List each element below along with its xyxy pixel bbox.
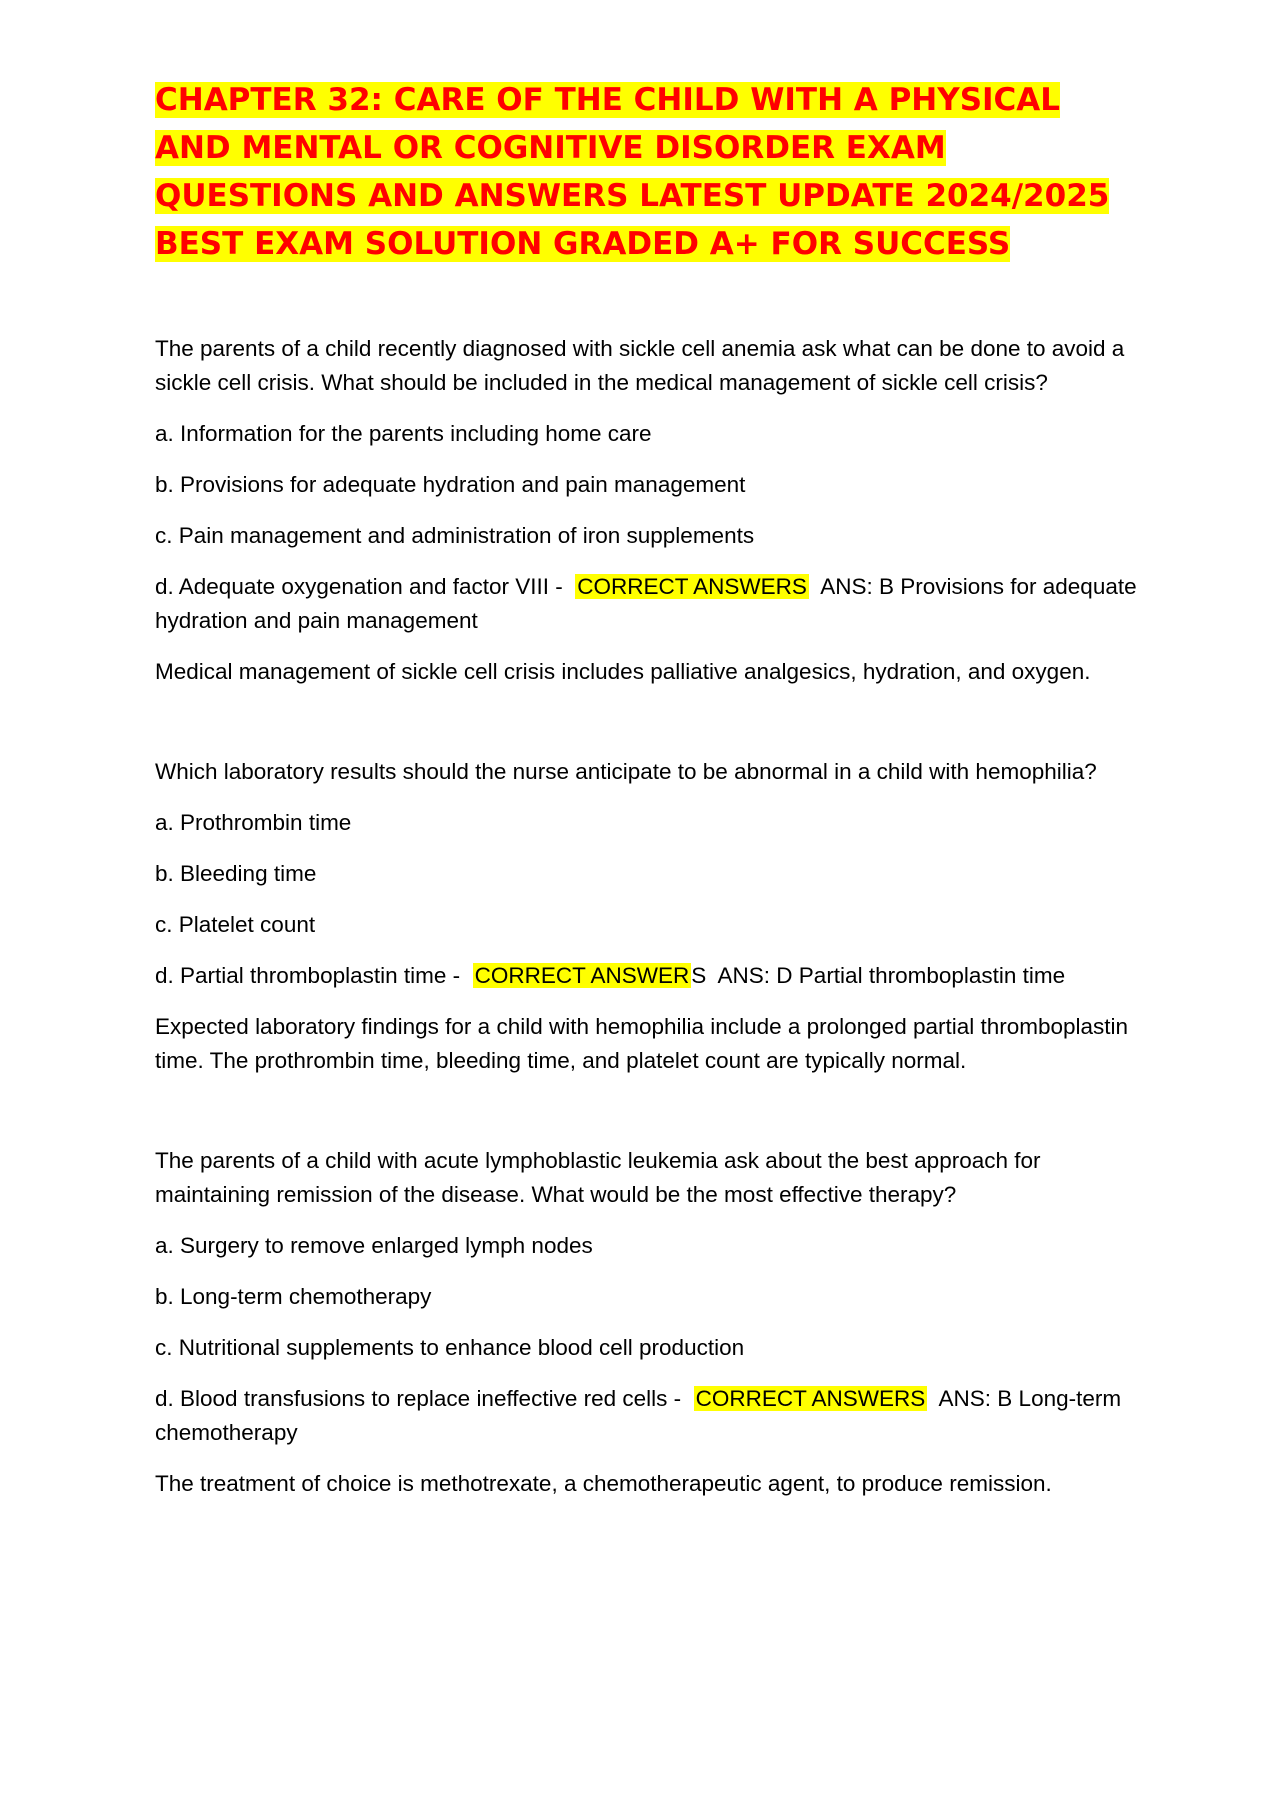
correct-answers-label: CORRECT ANSWERS bbox=[695, 1386, 926, 1411]
option-c: c. Platelet count bbox=[155, 912, 316, 937]
question-text: Which laboratory results should the nurse anticipate to be abnormal in a child with hemophilia? bbox=[155, 759, 1097, 784]
option-a: a. Surgery to remove enlarged lymph nodes bbox=[155, 1233, 593, 1258]
correct-answers-label-tail: S bbox=[691, 963, 707, 988]
answer-text: ANS: B Long-term chemotherapy bbox=[155, 1386, 1122, 1445]
option-c: c. Pain management and administration of iron supplements bbox=[155, 523, 755, 548]
question-block-3 bbox=[155, 1144, 1140, 1501]
option-c: c. Nutritional supplements to enhance blood cell production bbox=[155, 1335, 745, 1360]
title-highlight: CHAPTER 32: CARE OF THE CHILD WITH A PHYSICAL AND MENTAL OR COGNITIVE DISORDER EXAM QUESTIONS AND ANSWERS LATEST UPDATE 2024/2025 BEST EXAM SOLUTION GRADED A+ FOR SUCCESS bbox=[155, 82, 1110, 262]
question-text: The parents of a child with acute lymphoblastic leukemia ask about the best approach for maintaining remission of the disease. What would be the most effective therapy? bbox=[155, 1148, 1041, 1207]
document-page bbox=[155, 76, 1140, 1567]
answer-text: ANS: B Provisions for adequate hydration and pain management bbox=[155, 574, 1137, 633]
option-d-with-answer bbox=[155, 570, 1140, 638]
rationale-text: Medical management of sickle cell crisis includes palliative analgesics, hydration, and oxygen. bbox=[155, 659, 1091, 684]
option-b: b. Provisions for adequate hydration and pain management bbox=[155, 472, 746, 497]
question-text: The parents of a child recently diagnosed with sickle cell anemia ask what can be done to avoid a sickle cell crisis. What should be included in the medical management of sickle cell crisis? bbox=[155, 336, 1125, 395]
option-d-with-answer bbox=[155, 1382, 1140, 1450]
answer-text: ANS: D Partial thromboplastin time bbox=[717, 963, 1066, 988]
option-b: b. Long-term chemotherapy bbox=[155, 1284, 432, 1309]
option-d: d. Partial thromboplastin time - bbox=[155, 963, 461, 988]
option-b: b. Bleeding time bbox=[155, 861, 317, 886]
option-a: a. Prothrombin time bbox=[155, 810, 352, 835]
question-block-2 bbox=[155, 755, 1140, 1078]
correct-answers-label: CORRECT ANSWERS bbox=[577, 574, 807, 599]
rationale-text: Expected laboratory findings for a child with hemophilia include a prolonged partial thromboplastin time. The prothrombin time, bleeding time, and platelet count are typically normal. bbox=[155, 1014, 1129, 1073]
option-d-with-answer bbox=[155, 959, 1140, 993]
option-d: d. Adequate oxygenation and factor VIII - bbox=[155, 574, 563, 599]
option-a: a. Information for the parents including home care bbox=[155, 421, 652, 446]
correct-answers-label: CORRECT ANSWER bbox=[474, 963, 690, 988]
option-d: d. Blood transfusions to replace ineffective red cells - bbox=[155, 1386, 682, 1411]
question-block-1 bbox=[155, 332, 1140, 689]
rationale-text: The treatment of choice is methotrexate, a chemotherapeutic agent, to produce remission. bbox=[155, 1471, 1052, 1496]
document-title bbox=[155, 76, 1140, 268]
